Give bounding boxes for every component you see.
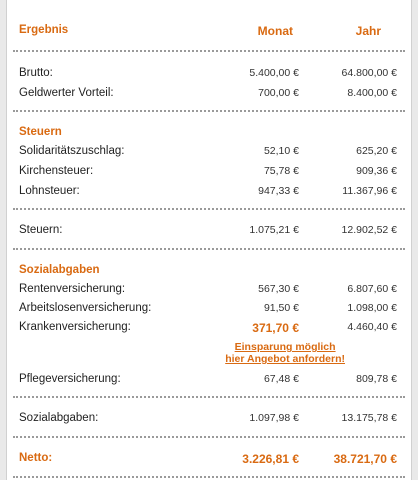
soli-month: 52,10 € — [263, 145, 299, 157]
row-brutto — [7, 67, 411, 86]
separator — [13, 50, 405, 52]
steuern-total-year: 12.902,52 € — [341, 224, 397, 236]
col-month-header: Monat — [257, 24, 293, 38]
steuern-title: Steuern — [19, 126, 62, 138]
rente-label: Rentenversicherung: — [19, 283, 126, 295]
brutto-month: 5.400,00 € — [249, 67, 299, 79]
geldwerter-year: 8.400,00 € — [347, 87, 397, 99]
steuern-total-label: Steuern: — [19, 224, 63, 236]
row-steuern-total — [7, 224, 411, 243]
rente-year: 6.807,60 € — [347, 283, 397, 295]
brutto-year: 64.800,00 € — [341, 67, 397, 79]
soli-label: Solidaritätszuschlag: — [19, 145, 125, 157]
sozial-total-year: 13.175,78 € — [341, 412, 397, 424]
row-soli — [7, 145, 411, 164]
separator — [13, 396, 405, 398]
result-title: Ergebnis — [19, 24, 69, 36]
kv-label: Krankenversicherung: — [19, 321, 131, 333]
netto-label: Netto: — [19, 452, 53, 464]
header-row — [7, 24, 411, 43]
row-geldwerter-vorteil — [7, 87, 411, 106]
steuern-section — [7, 126, 411, 145]
pflege-year: 809,78 € — [356, 373, 397, 385]
geldwerter-label: Geldwerter Vorteil: — [19, 87, 114, 99]
kirche-label: Kirchensteuer: — [19, 165, 94, 177]
separator — [13, 208, 405, 210]
col-year-header: Jahr — [355, 24, 381, 38]
sozial-section — [7, 264, 411, 283]
result-panel — [6, 0, 412, 480]
kv-year: 4.460,40 € — [347, 321, 397, 333]
soli-year: 625,20 € — [356, 145, 397, 157]
steuern-total-month: 1.075,21 € — [249, 224, 299, 236]
geldwerter-month: 700,00 € — [258, 87, 299, 99]
lohn-label: Lohnsteuer: — [19, 185, 80, 197]
savings-offer-line1: Einsparung möglich — [234, 341, 336, 353]
separator — [13, 476, 405, 478]
lohn-year: 11.367,96 € — [342, 185, 397, 197]
separator — [13, 248, 405, 250]
pflege-month: 67,48 € — [263, 373, 299, 385]
rente-month: 567,30 € — [258, 283, 299, 295]
sozial-total-label: Sozialabgaben: — [19, 412, 99, 424]
pflege-label: Pflegeversicherung: — [19, 373, 121, 385]
netto-month: 3.226,81 € — [242, 452, 299, 466]
separator — [13, 110, 405, 112]
brutto-label: Brutto: — [19, 67, 53, 79]
row-netto — [7, 452, 411, 471]
sozial-title: Sozialabgaben — [19, 264, 100, 276]
kv-month: 371,70 € — [252, 321, 299, 335]
row-rentenversicherung — [7, 283, 411, 302]
separator — [13, 436, 405, 438]
row-krankenversicherung — [7, 321, 411, 340]
alv-month: 91,50 € — [263, 302, 299, 314]
row-arbeitslosenversicherung — [7, 302, 411, 321]
kirche-year: 909,36 € — [356, 165, 397, 177]
savings-offer-link[interactable] — [225, 341, 345, 365]
kirche-month: 75,78 € — [263, 165, 299, 177]
savings-offer-line2: hier Angebot anfordern! — [225, 353, 345, 365]
netto-year: 38.721,70 € — [333, 452, 397, 466]
row-sozial-total — [7, 412, 411, 431]
row-pflegeversicherung — [7, 373, 411, 392]
alv-year: 1.098,00 € — [347, 302, 397, 314]
row-kirchensteuer — [7, 165, 411, 184]
row-lohnsteuer — [7, 185, 411, 204]
alv-label: Arbeitslosenversicherung: — [19, 302, 152, 314]
sozial-total-month: 1.097,98 € — [249, 412, 299, 424]
lohn-month: 947,33 € — [258, 185, 299, 197]
